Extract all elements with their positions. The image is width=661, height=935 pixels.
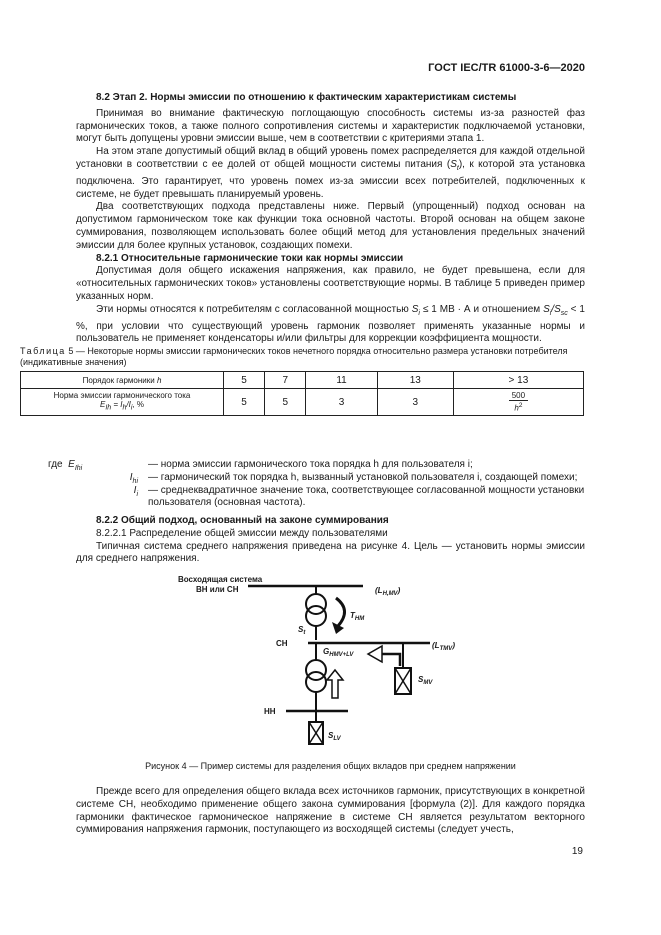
symbol: /S (551, 303, 561, 315)
symbol-subscript: i (418, 309, 420, 317)
legend-item (48, 485, 585, 511)
paragraph (76, 146, 585, 201)
arrow-up-icon (327, 670, 343, 698)
upstream-system-label: Восходящая система (178, 575, 263, 584)
text-fragment: На этом этапе допустимый общий вклад в общий уровень помех распределяется для каждой отдельной установки в соответствии с ее долей от общей мощности системы питания ( (76, 146, 585, 170)
text-fragment: Эти нормы относятся к потребителям с согласованной мощностью (96, 303, 409, 315)
table-row (21, 372, 584, 389)
symbol-subscript: hi (132, 477, 138, 485)
symbol: h (514, 403, 519, 413)
symbol-subscript: i (136, 490, 138, 498)
table-cell (453, 389, 583, 416)
symbol: E (99, 400, 106, 410)
label-st: $S_t$ (298, 625, 306, 636)
figure-caption: Рисунок 4 — Пример системы для разделения общих вкладов при среднем напряжении (145, 761, 516, 771)
table-row (21, 389, 584, 416)
page-header: ГОСТ IEC/TR 61000-3-6—2020 (428, 62, 585, 74)
table-caption-text: 5 — Некоторые нормы эмиссии гармонических токов нечетного порядка относительно размера установки потребителя (индикативные значения) (20, 346, 568, 367)
table-cell: > 13 (453, 372, 583, 389)
symbol-subscript: i (549, 309, 552, 317)
table-cell: 5 (224, 389, 265, 416)
section-8-2 (76, 92, 585, 346)
upstream-system-label-2: ВН или СН (196, 585, 239, 594)
section-heading: 8.2 Этап 2. Нормы эмиссии по отношению к фактическим характеристикам системы (96, 92, 517, 103)
closing-section (76, 786, 585, 837)
legend-text: — среднеквадратичное значение тока, соответствующее согласованной мощности установки пользователя (основная частота). (148, 484, 585, 509)
table-caption-prefix: Таблица (20, 346, 66, 356)
symbol-subscript: h (122, 404, 127, 412)
text-fragment: < 1 %, при условии что существующий уровень гармоник позволяет применять указанные нормы и пользователь не применяет конденсаторы и/или фильтры для коррекции коэффициента мощности. (76, 303, 585, 345)
table-5 (20, 371, 584, 416)
symbol: h (156, 375, 162, 385)
table-caption (20, 346, 584, 368)
table-cell: 7 (265, 372, 306, 389)
paragraph: Допустимая доля общего искажения напряжения, как правило, не будет превышена, если для «относительных гармонических токов» установлены соответствующие нормы. В таблице 5 приведен пример указанных норм. (76, 265, 585, 302)
curved-flow-arrow (336, 598, 345, 626)
label-slv: $S_{LV}$ (328, 731, 341, 742)
legend-text: — гармонический ток порядка h, вызванный установкой пользователя i, создающей помехи; (148, 471, 578, 483)
symbol: S (450, 158, 457, 170)
label-text: Порядок гармоники (82, 375, 155, 385)
label-lhmv: $(L_{H,MV})$ (375, 586, 401, 597)
text-fragment: ), к которой эта установка подключена. Это гарантирует, что уровень помех из-за эмиссии всех потребителей, подключенных к системе, не будет превышать планируемый уровень. (76, 158, 586, 200)
label-mv: СН (276, 639, 288, 648)
symbol-subscript: i (130, 404, 133, 412)
text-fragment: ≤ 1 МВ · А и отношением (422, 303, 541, 315)
table-cell: 3 (306, 389, 377, 416)
label-thm: $T_{HM}$ (350, 611, 365, 622)
section-8-2-2 (76, 515, 585, 566)
paragraph (76, 304, 585, 346)
exponent: 2 (518, 401, 523, 409)
legend-item (48, 472, 585, 485)
sub-heading: 8.2.2.1 Распределение общей эмиссии между пользователями (96, 527, 388, 539)
table-cell: 5 (224, 372, 265, 389)
page-number: 19 (571, 846, 583, 857)
paragraph: Прежде всего для определения общего вклада всех источников гармоник, присутствующих в конкретной системе СН, необходимо применение общего закона суммирования [формула (2)]. Для каждого порядка гармоники фактическое гармоническое напряжение в системе СН является результатом векторного суммирования напряжения гармоник, поступающего из восходящей системы (следует учесть, (76, 786, 585, 836)
transformer-winding (306, 606, 326, 626)
symbol-legend (48, 459, 585, 510)
symbol-subscript: Ih (105, 404, 112, 412)
label-text: , % (132, 400, 144, 410)
symbol: /I (126, 400, 131, 410)
symbol: I (133, 484, 137, 496)
legend-intro: где (48, 459, 63, 470)
symbol-subscript: sc (560, 309, 568, 317)
transformer-winding (306, 660, 326, 680)
fraction (509, 391, 528, 413)
label-g: $G_{НМV+LV}$ (323, 647, 354, 658)
symbol: I (129, 471, 133, 483)
paragraph: Принимая во внимание фактическую поглощающую способность системы из-за разностей фаз гармонических токов, а также полного сопротивления системы и характеристик подключаемой установки, могут быть допущены уровни эмиссии выше, чем в соответствии с критериями этапа 1. (76, 107, 585, 145)
legend-item (48, 459, 585, 472)
section-heading: 8.2.1 Относительные гармонические токи как нормы эмиссии (96, 252, 404, 264)
transformer-winding (306, 594, 326, 614)
legend-symbol (48, 485, 138, 502)
symbol: = I (111, 400, 123, 410)
symbol-subscript: t (456, 164, 459, 172)
label-lmv: $(L_{ТМV})$ (432, 641, 455, 652)
table-row-label (21, 389, 224, 416)
symbol: S (411, 303, 419, 315)
paragraph: Два соответствующих подхода представлены ниже. Первый (упрощенный) подход основан на допустимом гармоническом токе как функции тока основной частоты. Второй основан на общем законе суммирования, позволяющем использовать более общий метод для установления предельных значений эмиссии для более крупных установок, создающих помехи. (76, 201, 585, 251)
fraction-denominator (509, 401, 528, 413)
label-lv: НН (264, 707, 276, 716)
label-text: Норма эмиссии гармонического тока (53, 391, 191, 401)
fraction-numerator: 500 (509, 391, 528, 401)
transformer-winding (306, 672, 326, 692)
label-smv: $S_{МV}$ (418, 675, 433, 686)
figure-4-diagram (168, 570, 468, 750)
table-cell: 11 (306, 372, 377, 389)
legend-text: — норма эмиссии гармонического тока порядка h для пользователя i; (148, 459, 473, 470)
paragraph: Типичная система среднего напряжения приведена на рисунке 4. Цель — установить нормы эмиссии для среднего напряжения. (76, 540, 585, 565)
arrow-left-icon (368, 646, 382, 662)
symbol: S (543, 303, 550, 315)
symbol-subscript: Ihi (74, 465, 83, 472)
symbol: E (68, 459, 75, 470)
table-cell: 3 (377, 389, 453, 416)
section-heading: 8.2.2 Общий подход, основанный на законе суммирования (96, 515, 389, 526)
injection-path (382, 654, 400, 666)
table-cell: 5 (265, 389, 306, 416)
table-row-label (21, 372, 224, 389)
table-cell: 13 (377, 372, 453, 389)
